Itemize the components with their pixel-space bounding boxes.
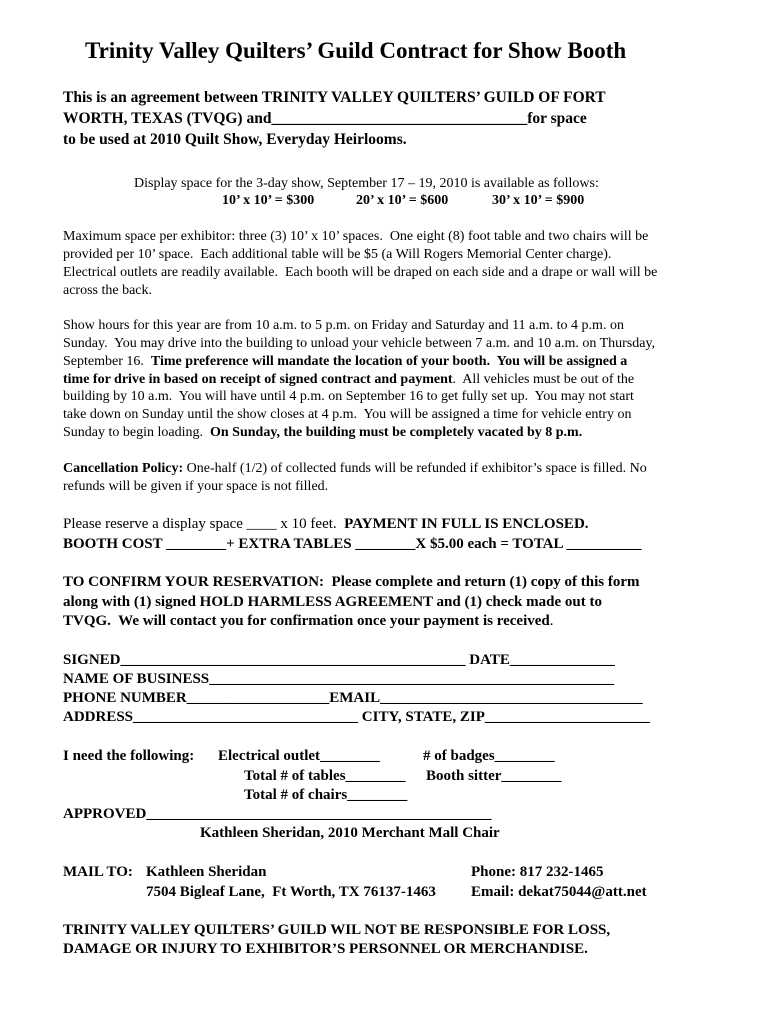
mail-to-address: 7504 Bigleaf Lane, Ft Worth, TX 76137-1463 [146,884,436,900]
approver-name: Kathleen Sheridan, 2010 Merchant Mall Chair [200,825,500,841]
show-hours-line-3-plain: September 16. [63,354,151,369]
business-name-field[interactable]: NAME OF BUSINESS______________________________________________________ [63,671,615,687]
show-hours-line-3 [63,354,627,370]
payment-enclosed: PAYMENT IN FULL IS ENCLOSED. [344,516,589,532]
show-hours-line-3-bold: Time preference will mandate the location of your booth. You will be assigned a [150,354,628,369]
max-space-line-3: Electrical outlets are readily available. Each booth will be draped on each side and a drape or wall will be [63,265,658,280]
reserve-space-text: Please reserve a display space ____ x 10 feet. [63,516,345,532]
show-hours-line-7 [63,425,582,441]
booth-sitter-field[interactable]: Booth sitter________ [426,768,562,784]
show-hours-line-2: Sunday. You may drive into the building to unload your vehicle between 7 a.m. and 10 a.m. on Thursday, [63,336,656,351]
show-hours-line-6: take down on Sunday until the show closes at 4 p.m. You will be assigned a time for vehicle entry on [63,407,632,422]
disclaimer-line-2: DAMAGE OR INJURY TO EXHIBITOR’S PERSONNEL OR MERCHANDISE. [63,941,588,957]
cancellation-line-2: refunds will be given if your space is not filled. [63,479,329,494]
confirm-line-3-period: . [549,613,554,629]
reserve-line-1 [63,516,589,533]
show-hours-line-4 [63,372,634,388]
disclaimer-line-1: TRINITY VALLEY QUILTERS’ GUILD WIL NOT BE RESPONSIBLE FOR LOSS, [63,922,611,938]
signed-date-field[interactable]: SIGNED______________________________________________ DATE______________ [63,652,615,668]
cancellation-label: Cancellation Policy: [63,461,184,476]
show-hours-line-7-bold: On Sunday, the building must be completely vacated by 8 p.m. [210,425,583,440]
electrical-outlet-field[interactable]: Electrical outlet________ [218,748,381,764]
confirm-line-2: along with (1) signed HOLD HARMLESS AGREEMENT and (1) check made out to [63,594,602,610]
intro-line-2: WORTH, TEXAS (TVQG) and_________________________________for space [63,110,587,127]
phone-email-field[interactable]: PHONE NUMBER___________________EMAIL___________________________________ [63,690,643,706]
intro-line-1: This is an agreement between TRINITY VALLEY QUILTERS’ GUILD OF FORT [63,89,606,106]
tables-field[interactable]: Total # of tables________ [244,768,406,784]
max-space-line-2: provided per 10’ space. Each additional table will be $5 (a Will Rogers Memorial Center charge). [63,247,612,262]
confirm-line-3 [63,613,554,630]
address-field[interactable]: ADDRESS______________________________ CITY, STATE, ZIP______________________ [63,709,650,725]
document-title: Trinity Valley Quilters’ Guild Contract for Show Booth [85,38,627,63]
cancellation-text: One-half (1/2) of collected funds will be refunded if exhibitor’s space is filled. No [183,461,647,476]
show-hours-line-4-plain: . All vehicles must be out of the [452,372,635,387]
confirm-line-3-text: TVQG. We will contact you for confirmation once your payment is received [63,613,550,629]
intro-line-3: to be used at 2010 Quilt Show, Everyday Heirlooms. [63,131,407,148]
show-hours-line-1: Show hours for this year are from 10 a.m. to 5 p.m. on Friday and Saturday and 11 a.m. to 4 p.m. on [63,318,624,333]
max-space-line-4: across the back. [63,283,153,298]
approved-field[interactable]: APPROVED______________________________________________ [63,806,492,822]
chairs-field[interactable]: Total # of chairs________ [244,787,408,803]
contact-phone: Phone: 817 232-1465 [471,864,604,880]
price-20x10: 20’ x 10’ = $600 [356,193,449,208]
max-space-line-1: Maximum space per exhibitor: three (3) 10’ x 10’ spaces. One eight (8) foot table and two chairs will be [63,229,649,244]
show-hours-line-5: building by 10 a.m. You will have until 4 p.m. on September 16 to get fully set up. You may not start [63,389,634,404]
show-hours-line-7-plain: Sunday to begin loading. [63,425,210,440]
display-space-text: Display space for the 3-day show, September 17 – 19, 2010 is available as follows: [134,176,599,191]
show-hours-line-4-bold: time for drive in based on receipt of signed contract and payment [63,372,453,387]
cancellation-line-1 [63,461,647,477]
mail-to-name: Kathleen Sheridan [146,864,267,880]
needs-label: I need the following: [63,748,195,764]
price-30x10: 30’ x 10’ = $900 [492,193,585,208]
contact-email: Email: dekat75044@att.net [471,884,647,900]
confirm-line-1: TO CONFIRM YOUR RESERVATION: Please complete and return (1) copy of this form [63,574,640,590]
price-10x10: 10’ x 10’ = $300 [222,193,315,208]
badges-field[interactable]: # of badges________ [423,748,555,764]
mail-to-label: MAIL TO: [63,864,133,880]
booth-cost-line: BOOTH COST ________+ EXTRA TABLES ________X $5.00 each = TOTAL __________ [63,536,642,552]
